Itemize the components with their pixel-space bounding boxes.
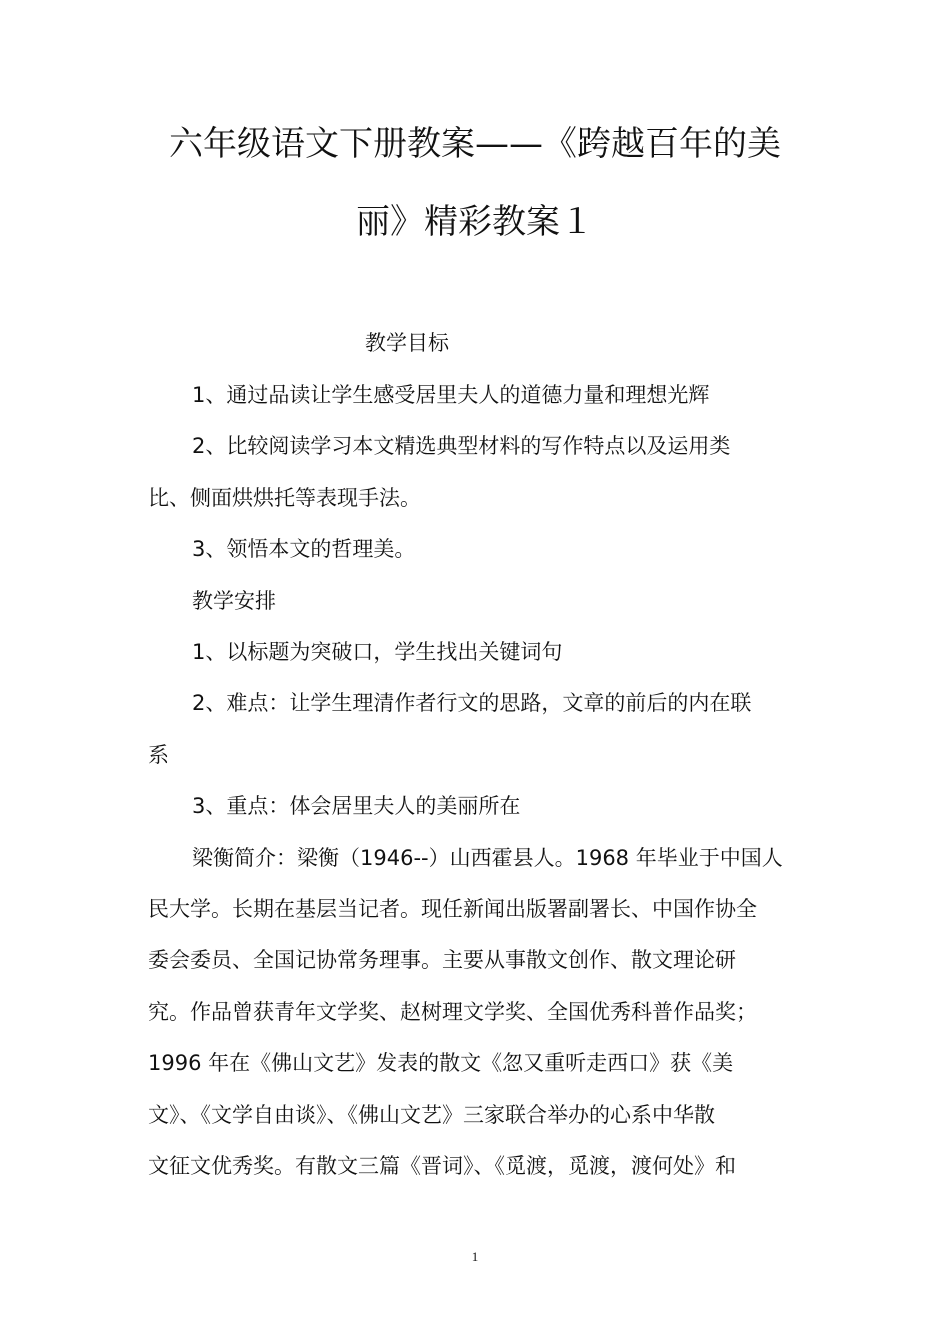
body-line-7: 2、难点：让学生理清作者行文的思路，文章的前后的内在联	[192, 691, 752, 715]
document-title-line-2: 丽》精彩教案１	[356, 202, 594, 242]
body-line-12: 委会委员、全国记协常务理事。主要从事散文创作、散文理论研	[148, 948, 736, 972]
body-line-14: 1996 年在《佛山文艺》发表的散文《忽又重听走西口》获《美	[148, 1051, 734, 1075]
body-line-16: 文征文优秀奖。有散文三篇《晋词》、《觅渡，觅渡，渡何处》和	[148, 1154, 736, 1178]
body-line-11: 民大学。长期在基层当记者。现任新闻出版署副署长、中国作协全	[148, 897, 757, 921]
section-heading-teaching-arrangement: 教学安排	[192, 589, 276, 613]
body-line-3: 比、侧面烘烘托等表现手法。	[148, 486, 421, 510]
body-line-8: 系	[148, 743, 169, 767]
body-line-2: 2、比较阅读学习本文精选典型材料的写作特点以及运用类	[192, 434, 731, 458]
body-line-10: 梁衡简介：梁衡（1946--）山西霍县人。1968 年毕业于中国人	[192, 846, 783, 870]
body-line-6: 1、以标题为突破口，学生找出关键词句	[192, 640, 563, 664]
body-line-13: 究。作品曾获青年文学奖、赵树理文学奖、全国优秀科普作品奖；	[148, 1000, 757, 1024]
body-line-15: 文》、《文学自由谈》、《佛山文艺》三家联合举办的心系中华散	[148, 1103, 715, 1127]
page-number: 1	[471, 1249, 479, 1264]
document-title-line-1: 六年级语文下册教案——《跨越百年的美	[169, 124, 781, 164]
section-heading-teaching-goals: 教学目标	[365, 331, 449, 355]
body-line-4: 3、领悟本文的哲理美。	[192, 537, 416, 561]
body-line-1: 1、通过品读让学生感受居里夫人的道德力量和理想光辉	[192, 383, 710, 407]
body-line-9: 3、重点：体会居里夫人的美丽所在	[192, 794, 521, 818]
